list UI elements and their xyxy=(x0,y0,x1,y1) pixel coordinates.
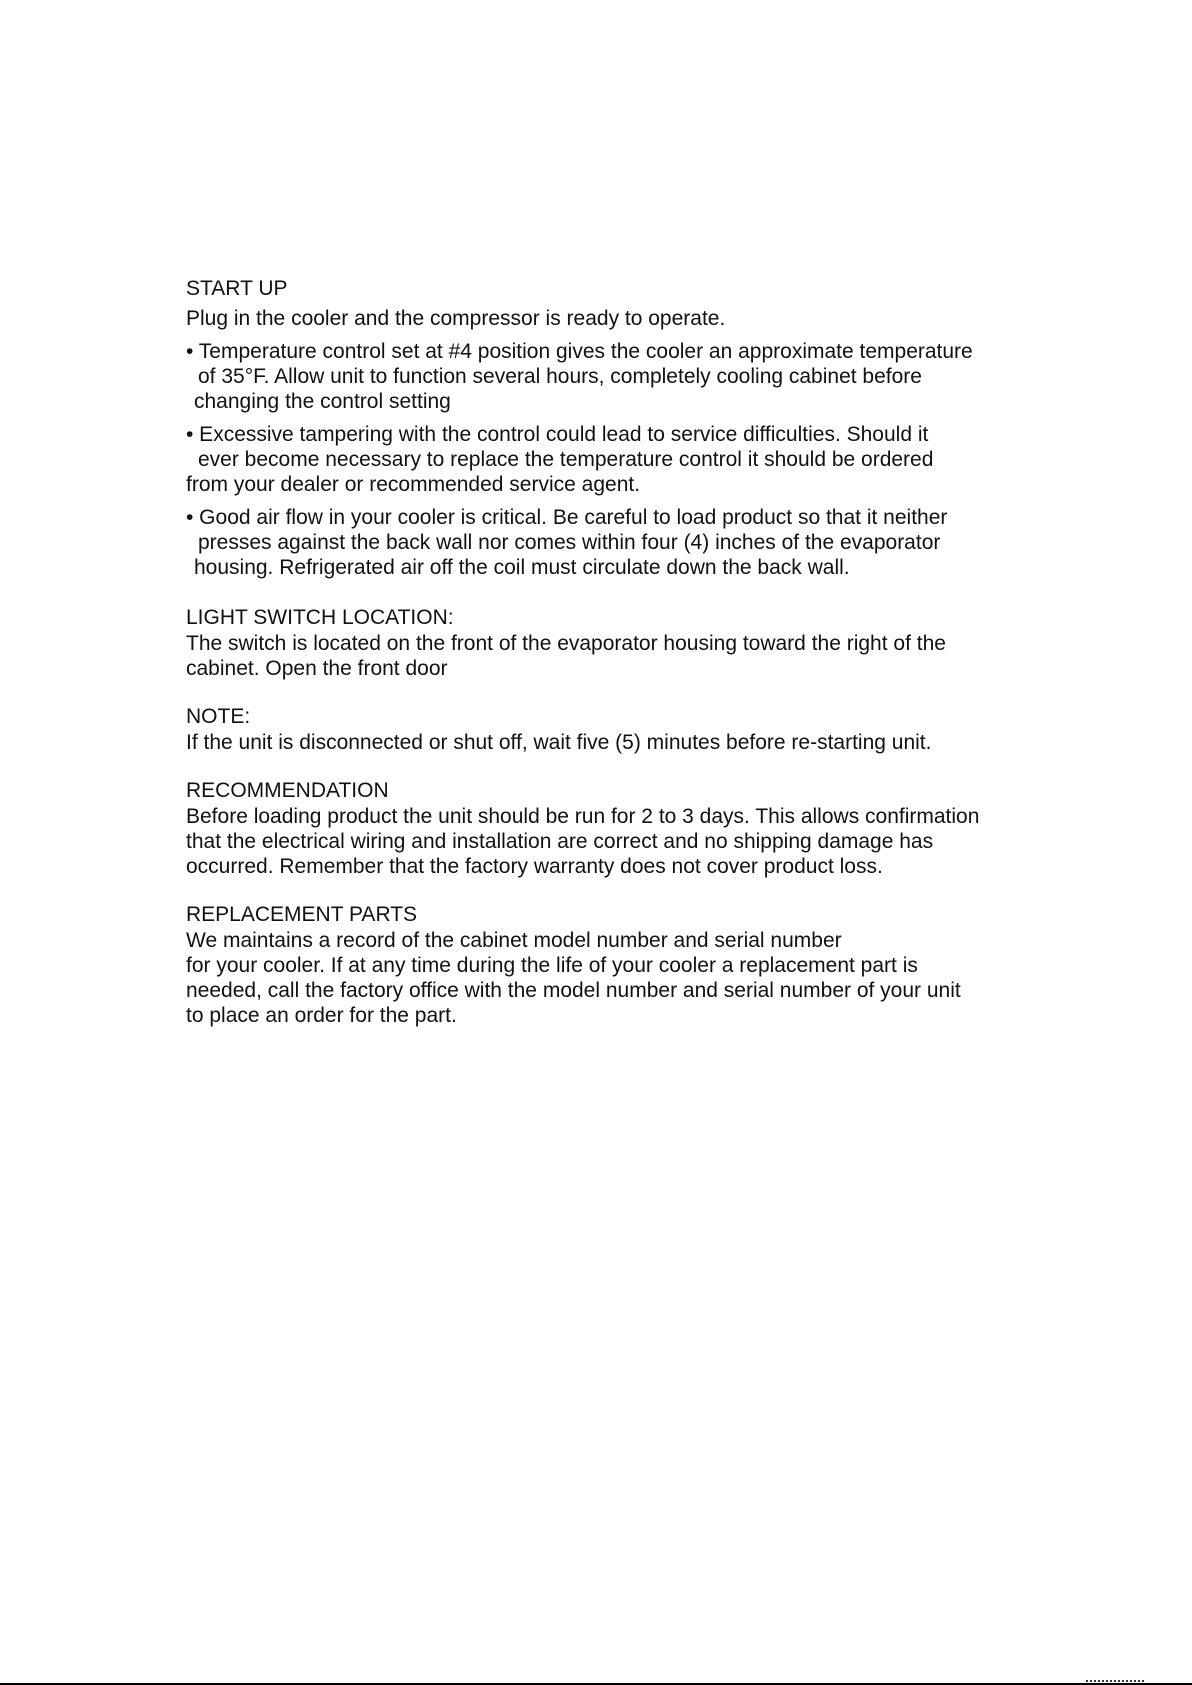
text-line: We maintains a record of the cabinet model number and serial number xyxy=(186,929,842,952)
light-switch-heading: LIGHT SWITCH LOCATION: xyxy=(186,606,454,629)
text-line: for your cooler. If at any time during the life of your cooler a replacement part is xyxy=(186,954,918,977)
recommendation-section xyxy=(186,777,1036,879)
bullet-line: presses against the back wall nor comes within four (4) inches of the evaporator xyxy=(198,531,941,554)
text-line: Before loading product the unit should be run for 2 to 3 days. This allows confirmation xyxy=(186,805,980,828)
bullet-line: from your dealer or recommended service agent. xyxy=(186,473,641,496)
note-heading: NOTE: xyxy=(186,705,251,728)
start-up-section xyxy=(186,275,1036,580)
recommendation-text xyxy=(186,804,1036,879)
light-switch-text xyxy=(186,631,1036,681)
bullet-line: • Excessive tampering with the control could lead to service difficulties. Should it xyxy=(186,423,929,446)
bullet-air-flow xyxy=(186,505,1036,580)
replacement-parts-heading: REPLACEMENT PARTS xyxy=(186,903,418,926)
text-line: occurred. Remember that the factory warranty does not cover product loss. xyxy=(186,855,883,878)
bullet-line: of 35°F. Allow unit to function several hours, completely cooling cabinet before xyxy=(198,365,922,388)
bullet-excessive-tampering xyxy=(186,422,1036,497)
text-line: that the electrical wiring and installation are correct and no shipping damage has xyxy=(186,830,934,853)
document-body xyxy=(186,275,1036,1028)
bullet-line: housing. Refrigerated air off the coil must circulate down the back wall. xyxy=(194,556,850,579)
text-line: If the unit is disconnected or shut off, wait five (5) minutes before re-starting unit. xyxy=(186,731,932,754)
note-section xyxy=(186,703,1036,755)
bullet-line: • Temperature control set at #4 position gives the cooler an approximate temperature xyxy=(186,340,973,363)
text-line: The switch is located on the front of the evaporator housing toward the right of the xyxy=(186,632,946,655)
start-up-heading: START UP xyxy=(186,277,288,300)
bullet-line: changing the control setting xyxy=(194,390,451,413)
replacement-parts-section xyxy=(186,901,1036,1028)
bullet-line: ever become necessary to replace the temperature control it should be ordered xyxy=(198,448,934,471)
text-line: needed, call the factory office with the model number and serial number of your unit xyxy=(186,979,961,1002)
replacement-parts-text xyxy=(186,928,1036,1028)
start-up-intro xyxy=(186,306,1036,331)
text-line: to place an order for the part. xyxy=(186,1004,457,1027)
light-switch-section xyxy=(186,604,1036,681)
bullet-temperature-control xyxy=(186,339,1036,414)
corner-mark xyxy=(1086,1680,1144,1682)
start-up-intro-line: Plug in the cooler and the compressor is ready to operate. xyxy=(186,307,726,330)
note-text xyxy=(186,730,1036,755)
text-line: cabinet. Open the front door xyxy=(186,657,448,680)
bullet-line: • Good air flow in your cooler is critical. Be careful to load product so that it neither xyxy=(186,506,948,529)
recommendation-heading: RECOMMENDATION xyxy=(186,779,389,802)
